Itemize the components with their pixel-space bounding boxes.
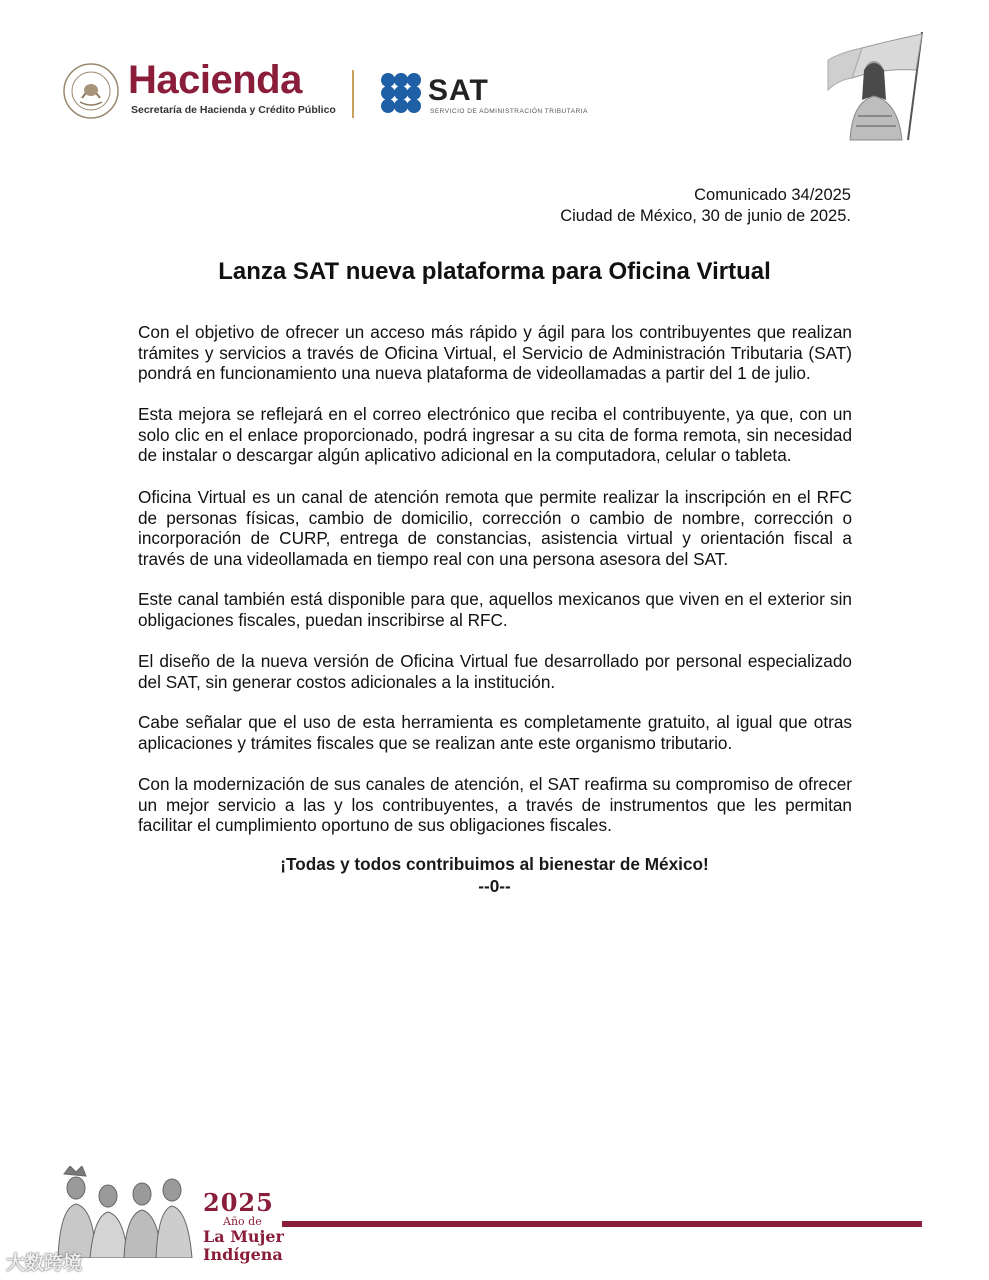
body-paragraph: Con el objetivo de ofrecer un acceso más rápido y ágil para los contribuyentes que realizan trámites y servicios a través de Oficina Virtual, el Servicio de Administración Tributaria (SAT) pondrá en funcionamiento una nueva plataforma de videollamadas a partir del 1 de julio. [138, 322, 852, 384]
sat-dots-icon [380, 72, 422, 114]
release-place-date: Ciudad de México, 30 de junio de 2025. [560, 207, 851, 225]
watermark: 大数跨境 [6, 1253, 83, 1274]
body-paragraph: Oficina Virtual es un canal de atención remota que permite realizar la inscripción en el RFC de personas físicas, cambio de domicilio, corrección o cambio de nombre, corrección o incorporación de CURP, entrega de constancias, asistencia virtual y orientación fiscal a través de una videollamada en tiempo real con una persona asesora del SAT. [138, 487, 852, 570]
release-meta [500, 185, 851, 227]
year-number: 2025 [203, 1188, 274, 1217]
closing-slogan: ¡Todas y todos contribuimos al bienestar de México! [280, 854, 709, 874]
year-label-line: La Mujer [203, 1227, 284, 1246]
sat-subtitle: SERVICIO DE ADMINISTRACIÓN TRIBUTARIA [430, 108, 588, 115]
mexico-seal-icon [62, 62, 120, 120]
year-label-line: Indígena [203, 1245, 283, 1264]
woman-with-flag-illustration [822, 30, 930, 142]
year-of-indigenous-woman-logo [203, 1190, 284, 1264]
header-divider [352, 70, 354, 118]
body-paragraph: Este canal también está disponible para que, aquellos mexicanos que viven en el exterior sin obligaciones fiscales, puedan inscribirse al RFC. [138, 589, 852, 630]
hacienda-wordmark: Hacienda [128, 58, 302, 102]
indigenous-women-illustration [50, 1166, 198, 1258]
body-paragraph: Con la modernización de sus canales de atención, el SAT reafirma su compromiso de ofrecer un mejor servicio a las y los contribuyentes, a través de instrumentos que les permitan facilitar el cumplimiento oportuno de sus obligaciones fiscales. [138, 774, 852, 836]
page-title: Lanza SAT nueva plataforma para Oficina Virtual [218, 258, 771, 285]
year-label-line: Año de [223, 1215, 262, 1228]
footer-divider-bar [282, 1221, 922, 1227]
body-paragraph: Esta mejora se reflejará en el correo electrónico que reciba el contribuyente, ya que, con un solo clic en el enlace proporcionado, podrá ingresar a su cita de forma remota, sin necesidad de instalar o descargar algún aplicativo adicional en la computadora, celular o tableta. [138, 404, 852, 466]
sat-wordmark: SAT [428, 74, 489, 107]
end-mark: --0-- [478, 876, 511, 896]
body-paragraph: Cabe señalar que el uso de esta herramienta es completamente gratuito, al igual que otras aplicaciones y trámites fiscales que se realizan ante este organismo tributario. [138, 712, 852, 753]
hacienda-subtitle: Secretaría de Hacienda y Crédito Público [131, 104, 336, 116]
release-number: Comunicado 34/2025 [694, 186, 851, 204]
body-paragraph: El diseño de la nueva versión de Oficina Virtual fue desarrollado por personal especializado del SAT, sin generar costos adicionales a la institución. [138, 651, 852, 692]
